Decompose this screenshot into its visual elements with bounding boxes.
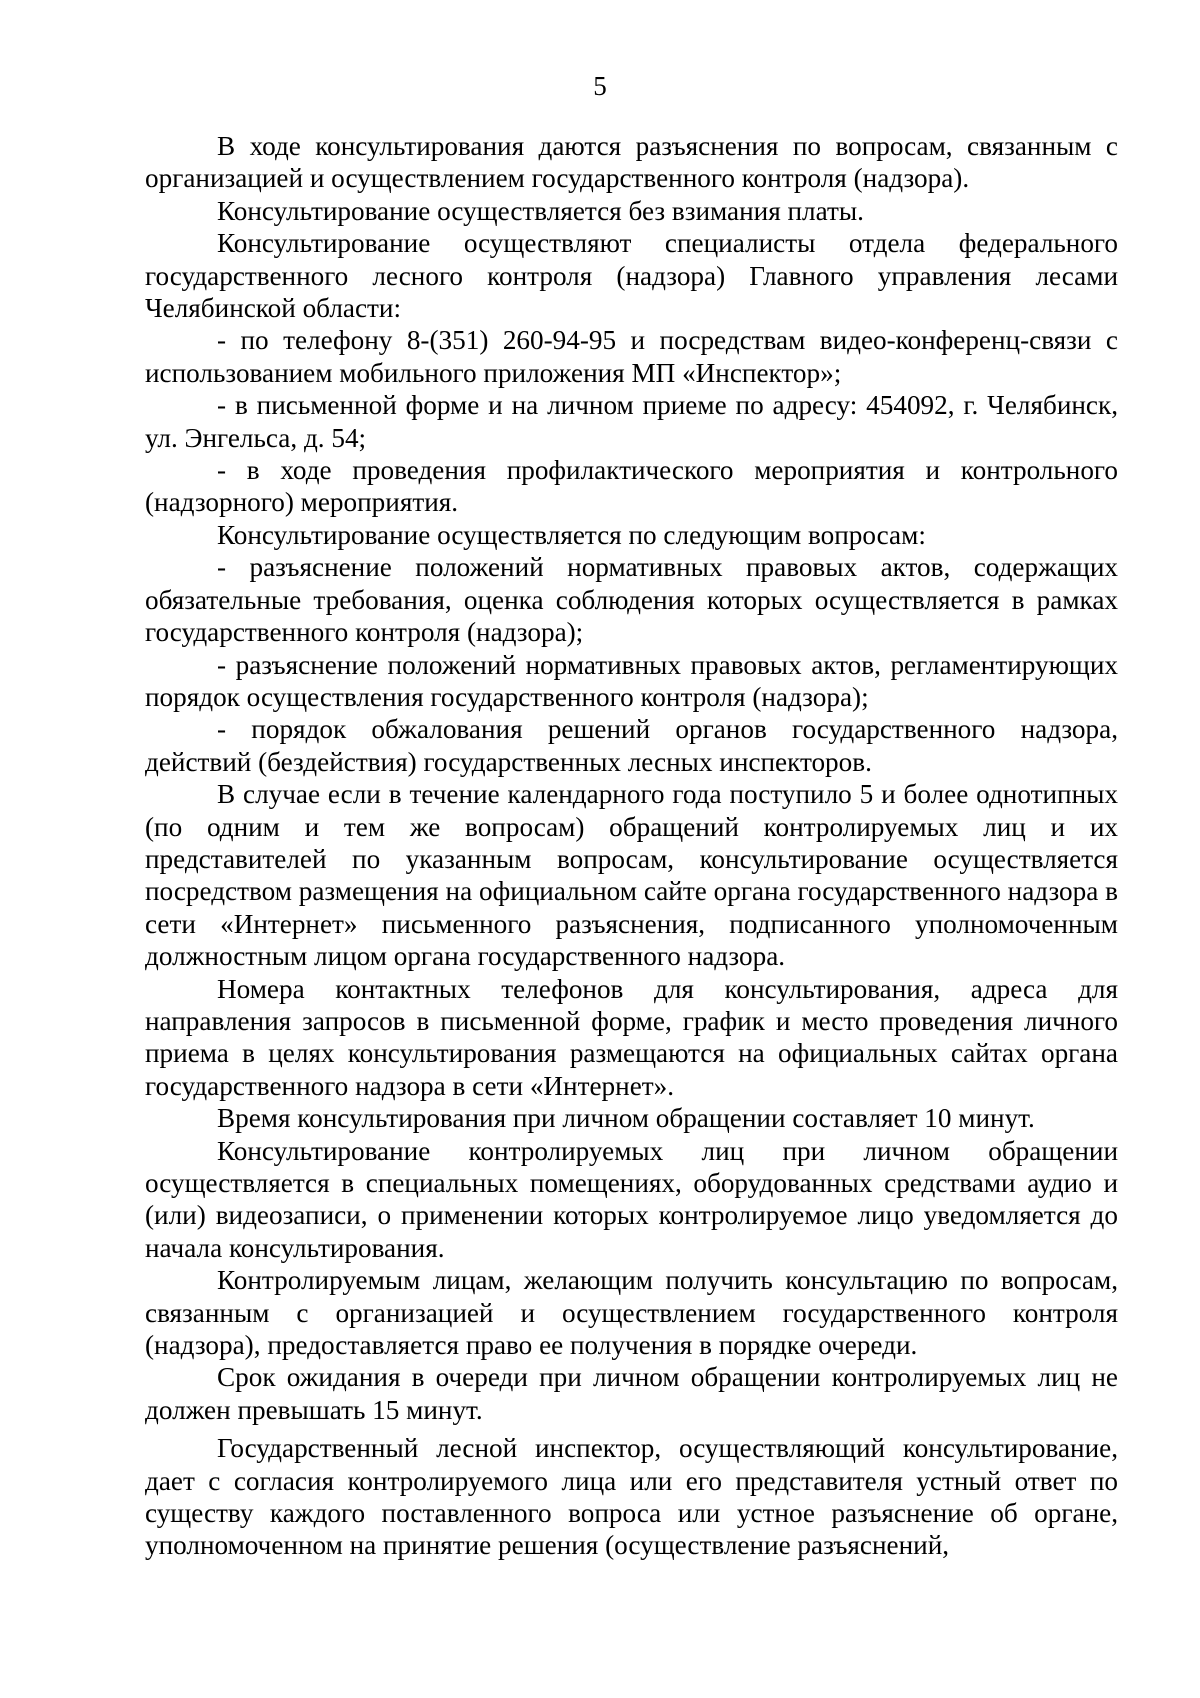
list-item: - порядок обжалования решений органов государственного надзора, действий (бездействия) государственных лесных инспекторов. — [145, 714, 1118, 777]
paragraph: В случае если в течение календарного года поступило 5 и более однотипных (по одним и тем же вопросам) обращений контролируемых лиц и их представителей по указанным вопросам, консультирование осуществляется посредством размещения на официальном сайте органа государственного надзора в сети «Интернет» письменного разъяснения, подписанного уполномоченным должностным лицом органа государственного надзора. — [145, 779, 1118, 972]
list-item: - разъяснение положений нормативных правовых актов, содержащих обязательные требования, оценка соблюдения которых осуществляется в рамках государственного контроля (надзора); — [145, 552, 1118, 648]
paragraph: Консультирование осуществляется без взимания платы. — [217, 195, 864, 226]
page-number: 5 — [593, 71, 607, 101]
paragraph: Консультирование контролируемых лиц при личном обращении осуществляется в специальных помещениях, оборудованных средствами аудио и (или) видеозаписи, о применении которых контролируемое лицо уведомляется до начала консультирования. — [145, 1135, 1118, 1263]
document-body — [145, 130, 1118, 1562]
paragraph: Консультирование осуществляют специалисты отдела федерального государственного лесного контроля (надзора) Главного управления лесами Челябинской области: — [145, 228, 1118, 324]
paragraph: Время консультирования при личном обращении составляет 10 минут. — [217, 1103, 1035, 1134]
paragraph: Контролируемым лицам, желающим получить консультацию по вопросам, связанным с организацией и осуществлением государственного контроля (надзора), предоставляется право ее получения в порядке очереди. — [145, 1265, 1118, 1361]
paragraph: Консультирование осуществляется по следующим вопросам: — [217, 519, 926, 550]
paragraph: Государственный лесной инспектор, осуществляющий консультирование, дает с согласия контролируемого лица или его представителя устный ответ по существу каждого поставленного вопроса или устное разъяснение об органе, уполномоченном на принятие решения (осуществление разъяснений, — [145, 1433, 1118, 1561]
paragraph: Срок ожидания в очереди при личном обращении контролируемых лиц не должен превышать 15 минут. — [145, 1362, 1118, 1425]
paragraph: В ходе консультирования даются разъяснения по вопросам, связанным с организацией и осуществлением государственного контроля (надзора). — [145, 131, 1118, 194]
list-item: - по телефону 8-(351) 260-94-95 и посредствам видео-конференц-связи с использованием мобильного приложения МП «Инспектор»; — [145, 325, 1118, 388]
list-item: - в письменной форме и на личном приеме по адресу: 454092, г. Челябинск, ул. Энгельса, д. 54; — [145, 390, 1118, 453]
list-item: - в ходе проведения профилактического мероприятия и контрольного (надзорного) мероприятия. — [145, 455, 1118, 518]
list-item: - разъяснение положений нормативных правовых актов, регламентирующих порядок осуществления государственного контроля (надзора); — [145, 649, 1118, 712]
paragraph: Номера контактных телефонов для консультирования, адреса для направления запросов в письменной форме, график и место проведения личного приема в целях консультирования размещаются на официальных сайтах органа государственного надзора в сети «Интернет». — [145, 973, 1118, 1101]
